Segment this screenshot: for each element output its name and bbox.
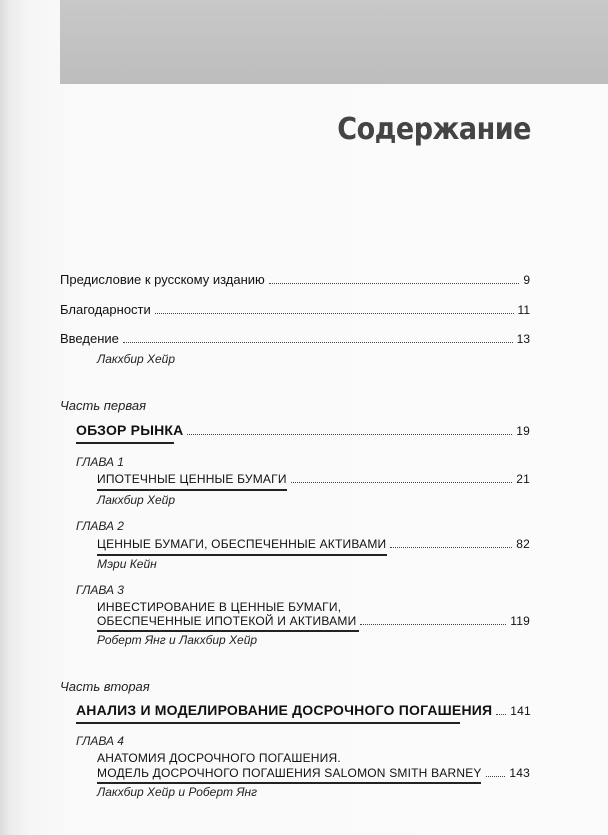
chapter-page: 21 xyxy=(516,472,530,486)
chapter-title: ИПОТЕЧНЫЕ ЦЕННЫЕ БУМАГИ xyxy=(97,472,287,486)
chapter-title-line2: ОБЕСПЕЧЕННЫЕ ИПОТЕКОЙ И АКТИВАМИ xyxy=(97,614,357,628)
leader-dots xyxy=(269,282,520,284)
toc-entry-label: Благодарности xyxy=(60,302,151,317)
chapter-title-underline xyxy=(97,630,359,632)
toc-entry-author: Лакхбир Хейр xyxy=(97,352,176,366)
toc-entry-page: 13 xyxy=(516,332,530,346)
chapter-page: 143 xyxy=(509,766,530,780)
chapter-title: ЦЕННЫЕ БУМАГИ, ОБЕСПЕЧЕННЫЕ АКТИВАМИ xyxy=(97,537,387,551)
chapter-author: Роберт Янг и Лакхбир Хейр xyxy=(97,633,258,647)
chapter-entry xyxy=(97,537,530,551)
toc-entry-page: 9 xyxy=(523,273,530,287)
chapter-label: ГЛАВА 4 xyxy=(76,734,124,748)
toc-entry-label: Введение xyxy=(60,331,119,346)
part-page: 141 xyxy=(510,704,531,718)
leader-dots xyxy=(496,713,506,715)
chapter-author: Лакхбир Хейр и Роберт Янг xyxy=(97,785,258,799)
chapter-title-underline xyxy=(97,782,481,784)
chapter-author: Мэри Кейн xyxy=(97,557,157,571)
part-title: ОБЗОР РЫНКА xyxy=(76,422,184,438)
leader-dots xyxy=(291,481,513,483)
leader-dots xyxy=(390,546,512,548)
part-page: 19 xyxy=(516,424,530,438)
part-label: Часть вторая xyxy=(60,679,150,694)
chapter-title-line1: ИНВЕСТИРОВАНИЕ В ЦЕННЫЕ БУМАГИ, xyxy=(97,600,342,614)
chapter-page: 82 xyxy=(516,537,530,551)
part-label: Часть первая xyxy=(60,398,147,413)
chapter-author: Лакхбир Хейр xyxy=(97,493,176,507)
toc-entry-preface xyxy=(60,272,530,287)
chapter-label: ГЛАВА 3 xyxy=(76,583,124,597)
leader-dots xyxy=(360,623,506,625)
header-band xyxy=(60,0,608,84)
chapter-title-underline xyxy=(97,489,287,491)
part-title-underline xyxy=(76,442,174,444)
chapter-title-line1: АНАТОМИЯ ДОСРОЧНОГО ПОГАШЕНИЯ. xyxy=(97,751,341,765)
toc-entry-label: Предисловие к русскому изданию xyxy=(60,272,265,287)
toc-entry-acknowledgements xyxy=(60,302,530,317)
part-title-row xyxy=(76,422,530,438)
toc-entry-page: 11 xyxy=(517,303,530,317)
chapter-label: ГЛАВА 1 xyxy=(76,455,124,469)
part-title: АНАЛИЗ И МОДЕЛИРОВАНИЕ ДОСРОЧНОГО ПОГАШЕНИЯ xyxy=(76,702,493,718)
part-title-row xyxy=(76,702,530,718)
part-title-underline xyxy=(76,722,460,724)
chapter-page: 119 xyxy=(510,614,530,628)
toc-entry-introduction xyxy=(60,331,530,346)
chapter-entry xyxy=(97,766,530,780)
leader-dots xyxy=(123,341,513,343)
chapter-label: ГЛАВА 2 xyxy=(76,519,124,533)
leader-dots xyxy=(155,312,514,314)
chapter-entry xyxy=(97,614,530,628)
chapter-title-line2: МОДЕЛЬ ДОСРОЧНОГО ПОГАШЕНИЯ SALOMON SMITH BARNEY xyxy=(97,766,482,780)
chapter-entry xyxy=(97,472,530,486)
leader-dots xyxy=(187,433,512,435)
page-title: Содержание xyxy=(337,112,531,147)
leader-dots xyxy=(486,775,506,777)
chapter-title-underline xyxy=(97,554,387,556)
